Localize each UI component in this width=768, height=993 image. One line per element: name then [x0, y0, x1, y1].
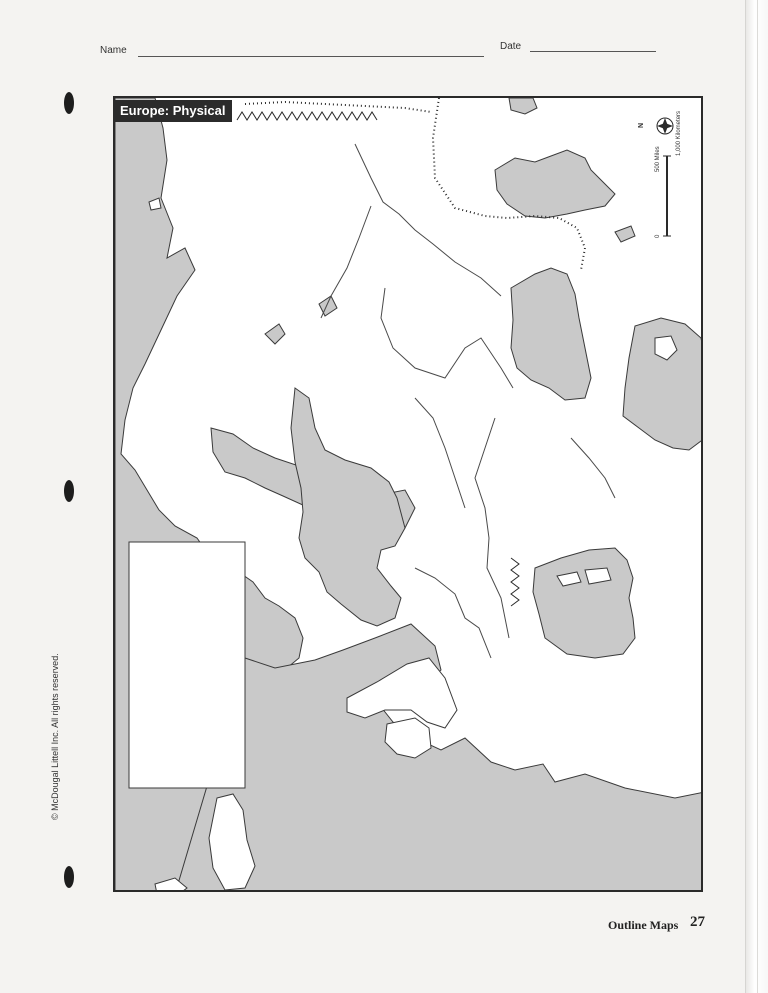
- date-label: Date: [500, 41, 522, 52]
- scale-zero-label: 0: [655, 234, 661, 238]
- map-title: Europe: Physical: [113, 100, 232, 122]
- page-number: 27: [690, 914, 705, 930]
- name-label: Name: [100, 45, 127, 56]
- compass-rose: [657, 118, 673, 134]
- name-field[interactable]: [138, 56, 484, 57]
- copyright-notice: © McDougal Littell Inc. All rights reserved.: [50, 653, 60, 820]
- compass-label: N: [638, 122, 645, 128]
- scale-miles-label: 500 Miles: [655, 146, 661, 172]
- footer-label: Outline Maps: [608, 918, 679, 932]
- inset-box: [129, 542, 245, 788]
- punch-hole-middle: [64, 480, 74, 502]
- punch-hole-bottom: [64, 866, 74, 888]
- date-field[interactable]: [530, 51, 656, 52]
- europe-outline-map: [115, 98, 703, 892]
- punch-hole-top: [64, 92, 74, 114]
- map-frame: [113, 96, 703, 892]
- scale-km-label: 1,000 Kilometers: [676, 110, 682, 156]
- page-edge-line: [757, 0, 758, 993]
